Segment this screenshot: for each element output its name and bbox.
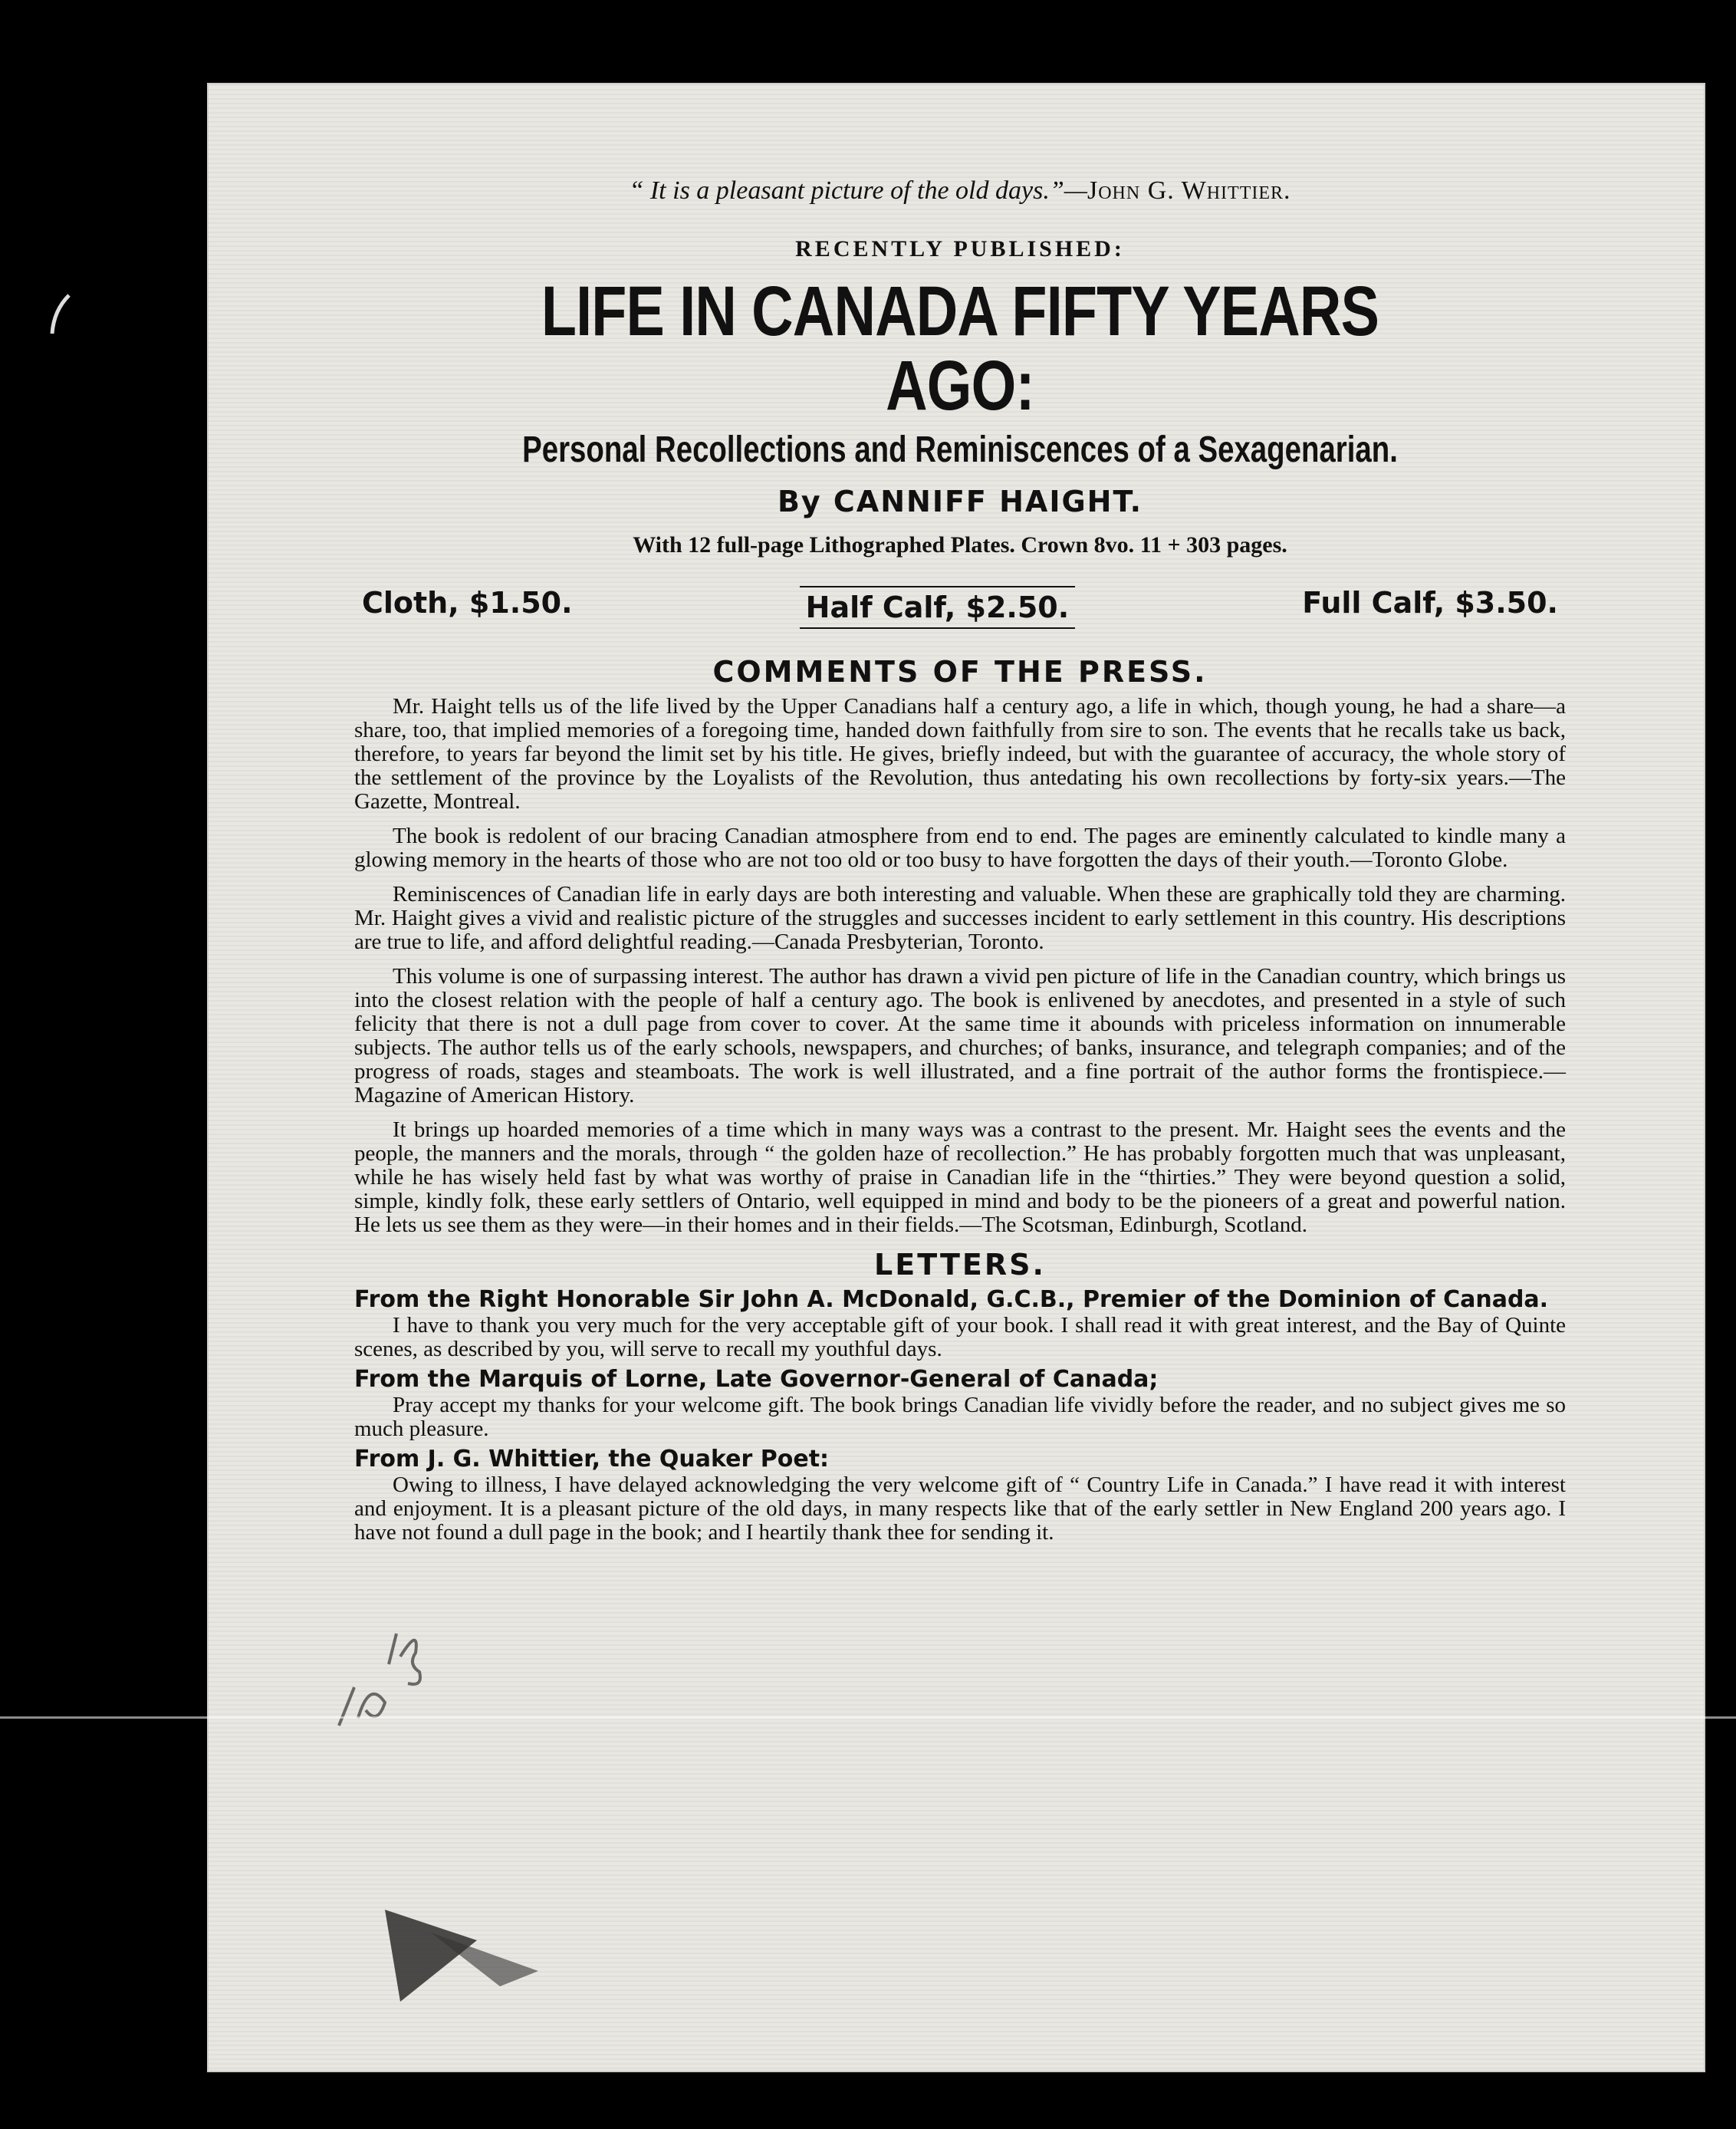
document-page xyxy=(209,84,1704,2071)
speck-mark xyxy=(46,291,77,337)
book-details: With 12 full-page Lithographed Plates. Crown 8vo. 11 + 303 pages. xyxy=(633,532,1287,558)
press-comment: Mr. Haight tells us of the life lived by the Upper Canadians half a century ago, a life in which, though young, he had a share—a share, too, that implied memories of a foregoing time, handed down faithfully from sire to son. The events that he recalls take us back, therefore, to years far beyond the limit set by his title. He gives, briefly indeed, but with the guarantee of accuracy, the whole story of the settlement of the province by the Loyalists of the Revolution, thus antedating his own recollections by forty-six years.—The Gazette, Montreal. xyxy=(354,694,1566,814)
press-comment: The book is redolent of our bracing Canadian atmosphere from end to end. The pages are eminently calculated to kindle many a glowing memory in the hearts of those who are not too old or too busy to have forgotten the days of their youth.—Toronto Globe. xyxy=(354,824,1566,873)
scan-scratch-line xyxy=(0,1716,1736,1719)
epigraph-attribution: John G. Whittier. xyxy=(1087,176,1291,205)
letter-body: Owing to illness, I have delayed acknowledging the very welcome gift of “ Country Life in Canada.” I have read it with interest and enjoyment. It is a pleasant picture of the old days, in many respects like that of the early settler in New England 200 years ago. I have not found a dull page in the book; and I heartily thank thee for sending it. xyxy=(354,1473,1566,1545)
letter-sender: From the Marquis of Lorne, Late Governor-General of Canada; xyxy=(354,1366,1159,1394)
letter-sender: From the Right Honorable Sir John A. McDonald, G.C.B., Premier of the Dominion of Canada. xyxy=(354,1286,1549,1314)
letter-body: Pray accept my thanks for your welcome gift. The book brings Canadian life vividly before the reader, and no subject gives me so much pleasure. xyxy=(354,1393,1566,1442)
epigraph xyxy=(354,176,1566,206)
letter-sender: From J. G. Whittier, the Quaker Poet: xyxy=(354,1446,830,1473)
book-title: LIFE IN CANADA FIFTY YEARS AGO: xyxy=(541,272,1379,425)
price-cloth: Cloth, $1.50. xyxy=(362,586,573,620)
book-author: By CANNIFF HAIGHT. xyxy=(777,485,1143,519)
book-subtitle: Personal Recollections and Reminiscences of a Sexagenarian. xyxy=(522,429,1398,471)
advertisement-content xyxy=(354,176,1566,1549)
press-comment: Reminiscences of Canadian life in early days are both interesting and valuable. When these are graphically told they are charming. Mr. Haight gives a vivid and realistic picture of the struggles and successes incident to early settlement in this country. His descriptions are true to life, and afford delightful reading.—Canada Presbyterian, Toronto. xyxy=(354,882,1566,955)
handwritten-note xyxy=(324,1611,431,1741)
epigraph-quote: “ It is a pleasant picture of the old days.”— xyxy=(629,176,1087,205)
press-comment: It brings up hoarded memories of a time which in many ways was a contrast to the present. Mr. Haight sees the events and the people, the manners and the morals, through “ the golden haze of recollection.” He has probably forgotten much that was unpleasant, while he has wisely held fast by what was worthy of praise in Canadian life in the “thirties.” They were beyond question a solid, simple, kindly folk, these early settlers of Ontario, well equipped in mind and body to be the pioneers of a great and powerful nation. He lets us see them as they were—in their homes and in their fields.—The Scotsman, Edinburgh, Scotland. xyxy=(354,1117,1566,1238)
press-comments-heading: COMMENTS OF THE PRESS. xyxy=(712,655,1208,689)
press-comment: This volume is one of surpassing interest. The author has drawn a vivid pen picture of life in the Canadian country, which brings us into the closest relation with the people of half a century ago. The book is enlivened by anecdotes, and presented in a style of such felicity that there is not a dull page from cover to cover. At the same time it abounds with priceless information on innumerable subjects. The author tells us of the early schools, newspapers, and churches; of banks, insurance, and telegraph companies; and of the progress of roads, stages and steamboats. The work is well illustrated, and a fine portrait of the author forms the frontispiece.—Magazine of American History. xyxy=(354,964,1566,1108)
letter-body: I have to thank you very much for the very acceptable gift of your book. I shall read it with great interest, and the Bay of Quinte scenes, as described by you, will serve to recall my youthful days. xyxy=(354,1313,1566,1362)
price-half-calf: Half Calf, $2.50. xyxy=(800,586,1076,629)
price-full-calf: Full Calf, $3.50. xyxy=(1302,586,1558,620)
letters-heading: LETTERS. xyxy=(874,1248,1046,1282)
recently-published-label: RECENTLY PUBLISHED: xyxy=(795,236,1125,262)
ink-smudge xyxy=(385,1894,546,2009)
price-list xyxy=(354,586,1566,629)
